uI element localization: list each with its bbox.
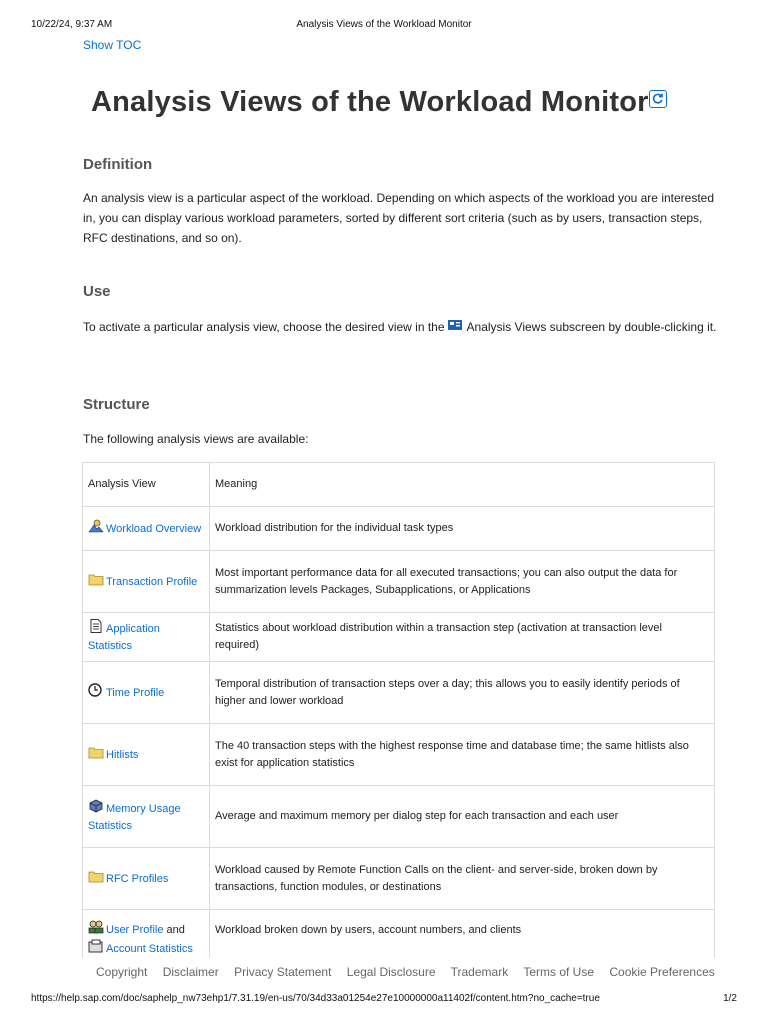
footer-link-legal[interactable]: Legal Disclosure	[346, 965, 436, 979]
table-cell-view	[83, 613, 210, 662]
link-account-statistics[interactable]: Account Statistics	[106, 943, 193, 955]
footer-link-trademark[interactable]: Trademark	[450, 965, 509, 979]
definition-heading: Definition	[83, 156, 153, 173]
folder-icon	[88, 745, 104, 759]
clock-icon	[88, 683, 104, 697]
link-application-statistics[interactable]: Application Statistics	[88, 623, 160, 652]
use-text-before: To activate a particular analysis view, choose the desired view in the	[83, 320, 445, 334]
workload-overview-icon	[88, 519, 104, 533]
link-memory-usage-statistics[interactable]: Memory Usage Statistics	[88, 802, 181, 832]
link-hitlists[interactable]: Hitlists	[106, 749, 139, 761]
table-cell-meaning: Average and maximum memory per dialog step for each transaction and each user	[210, 786, 715, 848]
table-header-row	[83, 463, 715, 507]
table-row	[83, 848, 715, 910]
table-cell-view	[83, 662, 210, 724]
page-number: 1/2	[723, 993, 737, 1004]
structure-heading: Structure	[83, 396, 150, 413]
link-workload-overview[interactable]: Workload Overview	[106, 523, 202, 535]
table-cell-meaning: Temporal distribution of transaction steps over a day; this allows you to easily identify periods of higher and lower workload	[210, 662, 715, 724]
print-header	[31, 19, 737, 33]
table-cell-view	[83, 786, 210, 848]
link-transaction-profile[interactable]: Transaction Profile	[106, 576, 198, 588]
memory-cube-icon	[88, 799, 104, 813]
print-title: Analysis Views of the Workload Monitor	[296, 19, 472, 30]
folder-icon	[88, 572, 104, 586]
header-analysis-view: Analysis View	[83, 463, 210, 507]
definition-text: An analysis view is a particular aspect of the workload. Depending on which aspects of the workload you are interested in, you can display various workload parameters, sorted by different sort criteria (such as by users, transaction steps, RFC destinations, and so on).	[83, 191, 715, 245]
analysis-views-icon	[447, 319, 463, 331]
print-date: 10/22/24, 9:37 AM	[31, 19, 113, 30]
use-text	[83, 317, 718, 337]
header-meaning: Meaning	[210, 463, 715, 507]
use-text-after: Analysis Views subscreen by double-clicking it.	[466, 320, 717, 334]
footer-link-terms[interactable]: Terms of Use	[523, 965, 595, 979]
table-cell-view	[83, 724, 210, 786]
table-cell-view	[83, 848, 210, 910]
table-row	[83, 662, 715, 724]
table-row	[83, 551, 715, 613]
table-row	[83, 910, 715, 959]
page-title-text: Analysis Views of the Workload Monitor	[91, 86, 649, 118]
footer-links	[96, 965, 727, 979]
table-cell-view	[83, 507, 210, 551]
footer-link-privacy[interactable]: Privacy Statement	[234, 965, 332, 979]
table-cell-view	[83, 551, 210, 613]
table-cell-meaning: Workload broken down by users, account numbers, and clients	[210, 910, 715, 959]
footer-link-disclaimer[interactable]: Disclaimer	[162, 965, 219, 979]
link-user-profile[interactable]: User Profile	[106, 924, 164, 936]
table-row	[83, 724, 715, 786]
document-icon	[88, 619, 104, 633]
table-cell-meaning: Statistics about workload distribution within a transaction step (activation at transaction level required)	[210, 613, 715, 662]
link-rfc-profiles[interactable]: RFC Profiles	[106, 873, 169, 885]
table-row	[83, 507, 715, 551]
structure-text: The following analysis views are available:	[83, 432, 309, 446]
link-time-profile[interactable]: Time Profile	[106, 687, 165, 699]
table-cell-meaning: The 40 transaction steps with the highest response time and database time; the same hitlists also exist for application statistics	[210, 724, 715, 786]
table-cell-meaning: Most important performance data for all executed transactions; you can also output the data for summarization levels Packages, Subapplications, or Applications	[210, 551, 715, 613]
table-cell-meaning: Workload distribution for the individual task types	[210, 507, 715, 551]
table-row	[83, 786, 715, 848]
table-cell-view	[83, 910, 210, 959]
print-url: https://help.sap.com/doc/saphelp_nw73ehp1/7.31.19/en-us/70/34d33a01254e27e10000000a11402f/content.htm?no_cache=true	[31, 993, 600, 1004]
show-toc-link[interactable]: Show TOC	[83, 38, 142, 52]
account-icon	[88, 939, 104, 953]
use-heading: Use	[83, 283, 111, 300]
refresh-icon[interactable]	[649, 90, 667, 108]
users-icon	[88, 920, 104, 934]
footer-link-copyright[interactable]: Copyright	[96, 965, 148, 979]
table-row	[83, 613, 715, 662]
table-viewport	[0, 462, 768, 958]
footer-link-cookies[interactable]: Cookie Preferences	[609, 965, 715, 979]
page-title	[91, 86, 667, 119]
folder-icon	[88, 869, 104, 883]
table-cell-meaning: Workload caused by Remote Function Calls on the client- and server-side, broken down by transactions, function modules, or destinations	[210, 848, 715, 910]
view-joiner: and	[166, 924, 185, 936]
analysis-views-table	[82, 462, 715, 958]
